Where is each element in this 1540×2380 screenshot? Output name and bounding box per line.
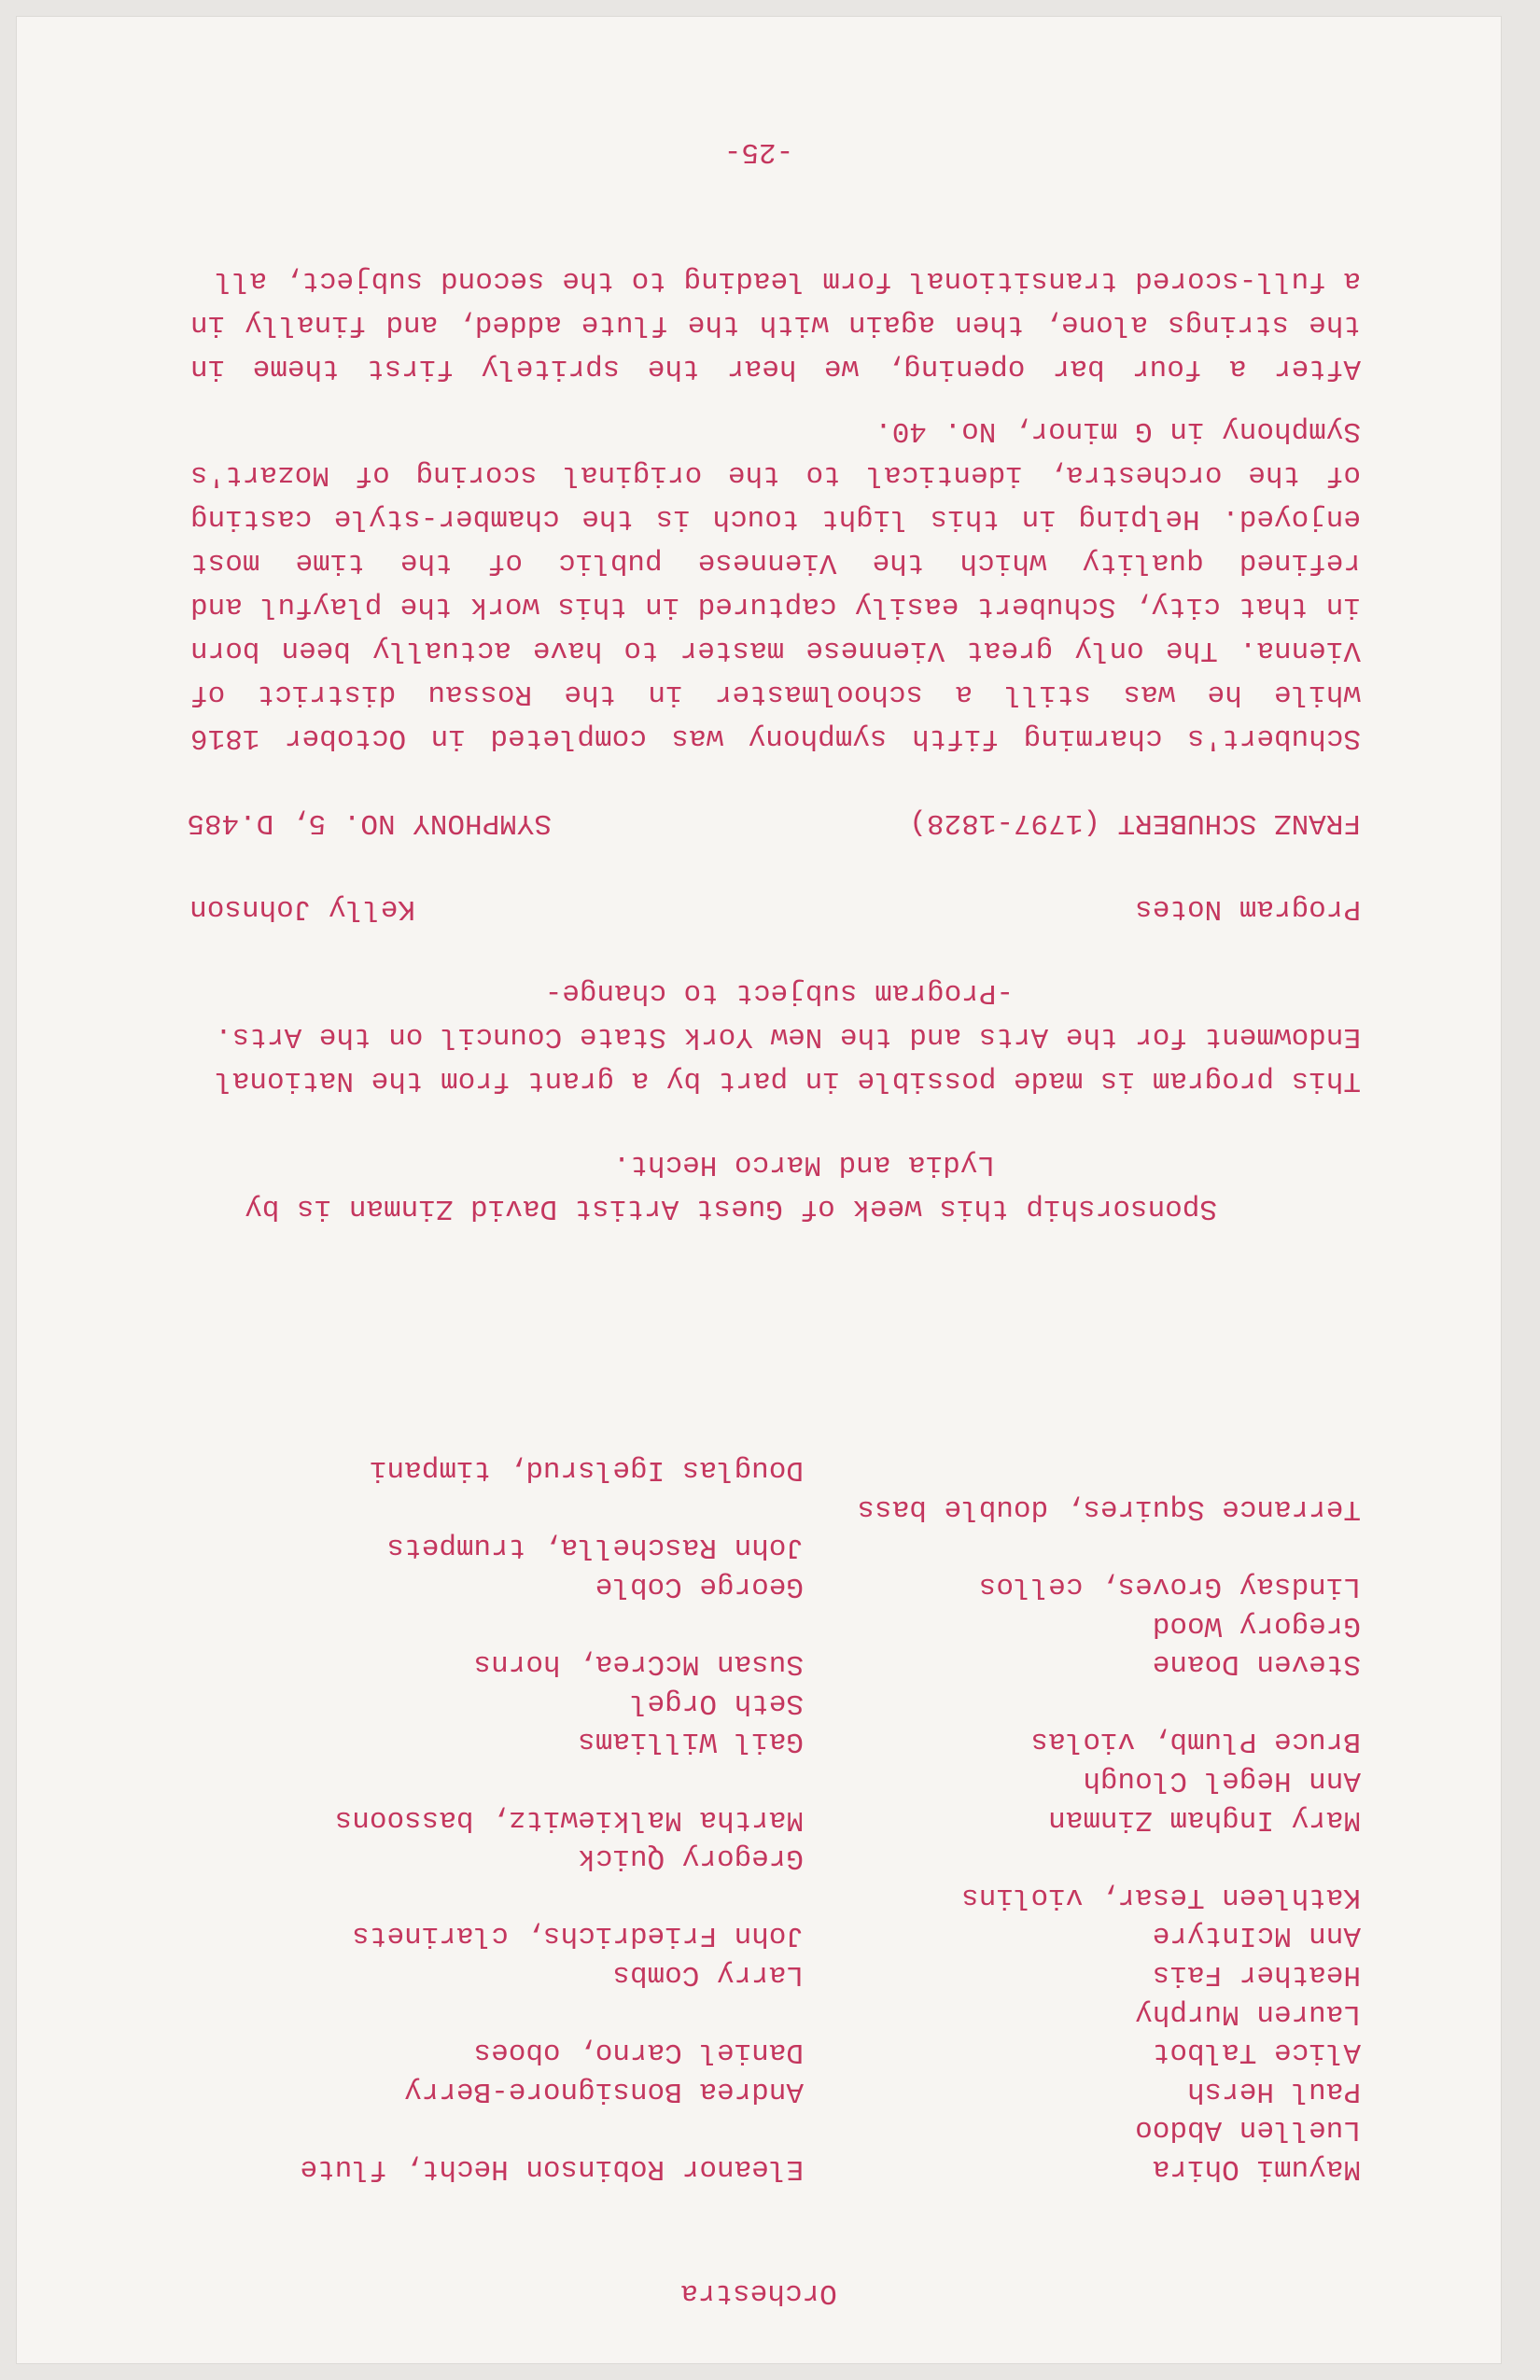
paragraph-line: in that city, Schubert easily captured in this work the playful and: [190, 590, 1361, 623]
musician-entry: Lauren Murphy: [1135, 1996, 1361, 2030]
musician-entry: Paul Hersh: [1186, 2074, 1361, 2107]
musician-entry: Lindsay Groves, cellos: [978, 1570, 1361, 1603]
musician-entry: Larry Combs: [612, 1958, 804, 1991]
program-change-notice: -Program subject to change-: [544, 976, 1014, 1009]
musician-entry: Eleanor Robinson Hecht, flute: [300, 2152, 804, 2185]
musician-entry: Luellen Abdoo: [1135, 2113, 1361, 2147]
musician-entry: Ann Hegel Clough: [1083, 1764, 1361, 1797]
musician-entry: Martha Malkiewitz, bassoons: [334, 1802, 804, 1836]
paragraph-line: refined quality which the Viennese public of the time most: [190, 546, 1361, 579]
sponsorship-line-1: Sponsorship this week of Guest Artist David Zinman is by: [245, 1192, 1217, 1225]
musician-entry: Susan McCrea, horns: [473, 1647, 804, 1681]
work-title: SYMPHONY NO. 5, D.485: [187, 806, 552, 839]
program-notes-heading: Program Notes: [1135, 892, 1361, 925]
musician-entry: Douglas Igelsrud, timpani: [369, 1453, 804, 1487]
musician-entry: Daniel Carno, oboes: [473, 2036, 804, 2069]
musician-entry: Mayumi Ohira: [1152, 2152, 1361, 2185]
musician-entry: Heather Fais: [1152, 1958, 1361, 1991]
paragraph-line: a full-scored transitional form leading to the second subject, all: [215, 264, 1361, 297]
program-sheet: [17, 17, 1501, 2363]
musician-entry: Ann McIntyre: [1152, 1919, 1361, 1953]
musician-entry: John Friedrichs, clarinets: [352, 1919, 804, 1953]
musician-entry: Mary Ingham Zinman: [1048, 1802, 1361, 1836]
musician-entry: Gregory Quick: [578, 1841, 804, 1875]
paragraph-line: of the orchestra, identical to the original scoring of Mozart's: [190, 458, 1361, 491]
paragraph-line: the strings alone, then again with the flute added, and finally in: [190, 308, 1361, 341]
program-notes-author: Kelly Johnson: [189, 892, 415, 925]
musician-entry: Bruce Plumb, violas: [1030, 1725, 1361, 1758]
paragraph-line: Symphony in G minor, No. 40.: [875, 414, 1361, 447]
paragraph-line: enjoyed. Helping in this light touch is the chamber-style casting: [190, 502, 1361, 535]
section-title-orchestra: Orchestra: [680, 2276, 837, 2309]
musician-entry: Andrea Bonsignore-Berry: [404, 2074, 804, 2107]
grant-line-1: This program is made possible in part by a grant from the National: [215, 1064, 1361, 1097]
musician-entry: George Coble: [595, 1570, 804, 1603]
paragraph-line: while he was still a schoolmaster in the Rossau district of: [190, 678, 1361, 710]
grant-line-2: Endowment for the Arts and the New York State Council on the Arts.: [215, 1020, 1361, 1053]
musician-entry: Gregory Wood: [1152, 1608, 1361, 1642]
musician-entry: Kathleen Tesar, violins: [961, 1880, 1361, 1913]
musician-entry: Seth Orgel: [629, 1686, 804, 1719]
musician-entry: Terrance Squires, double bass: [857, 1491, 1361, 1525]
musician-entry: John Raschella, trumpets: [386, 1531, 804, 1564]
page: [17, 17, 1501, 2363]
musician-entry: Steven Doane: [1152, 1647, 1361, 1681]
paragraph-line: After a four bar opening, we hear the spritely first theme in: [190, 352, 1361, 385]
musician-entry: Alice Talbot: [1152, 2036, 1361, 2069]
composer-heading: FRANZ SCHUBERT (1797-1828): [909, 806, 1361, 839]
paragraph-line: Schubert's charming fifth symphony was completed in October 1816: [190, 721, 1361, 754]
page-number: -25-: [723, 135, 794, 168]
paragraph-line: Vienna. The only great Viennese master to have actually been born: [190, 634, 1361, 666]
sponsorship-line-2: Lydia and Marco Hecht.: [612, 1148, 995, 1181]
musician-entry: Gail Williams: [578, 1725, 804, 1758]
